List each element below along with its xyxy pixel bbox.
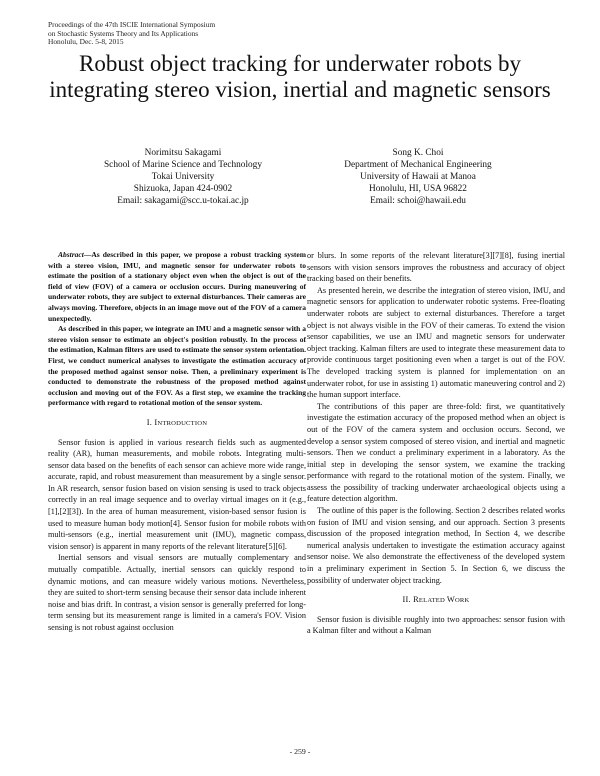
right-column	[307, 250, 565, 637]
proceedings-line: Honolulu, Dec. 5-8, 2015	[48, 37, 124, 47]
abstract-paragraph-2: As described in this paper, we integrate an IMU and a magnetic sensor with a stereo vision sensor to estimate an object's position robustly. In the process of the estimation, Kalman filters are used to estimate the sensor system orientation. First, we conduct numerical analyses to investigate the estimation accuracy of the proposed method against sensor noise. Then, a preliminary experiment is conducted to demonstrate the robustness of the proposed method against occlusion and moving out of the FOV. As a first step, we examine the tracking performance with regard to rotational motion of the sensor system.	[48, 324, 306, 408]
intro-paragraph-3: As presented herein, we describe the integration of stereo vision, IMU, and magnetic sensors for application to underwater robotic systems. Free-floating underwater robots are subject to external disturbances. Therefore a target object is not always visible in the FOV of their cameras. To extend the vision sensor capabilities, we use an IMU and magnetic sensors for underwater object tracking. Kalman filters are used to integrate these measurement data to provide continuous target positioning even when a target is out of the FOV. The developed tracking system is planned for implementation on an underwater robot, for use in assisting 1) automatic maneuvering control and 2) the human support interface.	[307, 285, 565, 400]
section-heading-introduction	[48, 417, 306, 430]
abstract-label: Abstract	[58, 250, 84, 259]
section-heading-related-work	[307, 594, 565, 607]
author-name: Norimitsu Sakagami	[144, 148, 222, 158]
author-block-choi	[298, 147, 538, 207]
author-org: University of Hawaii at Manoa	[360, 172, 476, 182]
section-initial-2: W	[446, 595, 455, 605]
intro-paragraph-5: The outline of this paper is the following. Section 2 describes related works on fusion of IMU and vision sensing, and our approach. Section 3 presents discussion of the proposed integration method, In Section 4, we describe numerical analysis undertaken to investigate the estimation accuracy against sensor noise. We also demonstrate the effectiveness of the developed system in a preliminary experiment in Section 5. In Section 6, we discuss the possibility of underwater object tracking.	[307, 506, 565, 585]
section-initial: R	[413, 595, 419, 605]
section-number: I.	[146, 417, 155, 427]
author-name: Song K. Choi	[392, 148, 444, 158]
author-block-sakagami	[63, 147, 303, 207]
author-email: Email: schoi@hawaii.edu	[370, 196, 466, 206]
author-email: Email: sakagami@scc.u-tokai.ac.jp	[117, 196, 249, 206]
intro-paragraph-2: Inertial sensors and visual sensors are mutually complementary and mutually compatible. Actually, inertial sensors can quickly respond to dynamic motions, and can measure widely various motions. Nevertheless, they are suited to short-term sensing because their sensor data include inherent noise and bias drift. In contrast, a vision sensor is generally preferred for long-term sensing but its measurement range is limited in a camera's FOV. Vision sensing is not robust against occlusion	[48, 553, 306, 632]
proceedings-line: on Stochastic Systems Theory and Its Applications	[48, 28, 199, 38]
intro-paragraph-1: Sensor fusion is applied in various research fields such as augmented reality (AR), human measurements, and mobile robots. Integrating multi-sensor data based on the benefits of each sensor can achieve more wide range, accurate, rapid, and robust measurement than measurement by a single sensor. In AR research, sensor fusion based on vision sensing is used to track objects correctly in an real image sequence and to overlay virtual images on it (e.g., [1],[2][3]). In the area of human measurement, vision-based sensor fusion is used to measure human body motion[4]. Sensor fusion for mobile robots with multi-sensors (e.g., inertial measurement unit (IMU), magnetic compass, vision sensor) is apparent in many reports of the relevant literature[5][6].	[48, 437, 306, 551]
section-rest-2: ORK	[454, 597, 470, 605]
section-rest: NTRODUCTION	[157, 419, 208, 427]
proceedings-line: Proceedings of the 47th ISCIE International Symposium	[48, 20, 216, 29]
page-number: - 259 -	[289, 747, 311, 756]
proceedings-header	[48, 21, 215, 47]
section-rest: ELATED	[418, 597, 447, 605]
left-column	[48, 250, 306, 634]
abstract	[48, 250, 306, 409]
author-dept: Department of Mechanical Engineering	[344, 160, 492, 170]
related-paragraph-1: Sensor fusion is divisible roughly into two approaches: sensor fusion with a Kalman filter and without a Kalman	[307, 614, 565, 636]
abstract-text-1: —As described in this paper, we propose a robust tracking system with a stereo vision, IMU, and magnetic sensor for underwater robots to estimate the position of a stationary object even when the object is out of the field of view (FOV) of a camera or occlusion occurs. During maneuvering of underwater robots, they are subject to external disturbances. Their cameras are always moving. Therefore, objects in an image move out of the FOV of a camera unexpectedly.	[48, 250, 306, 323]
section-initial: I	[154, 417, 158, 427]
author-dept: School of Marine Science and Technology	[104, 160, 262, 170]
author-org: Tokai University	[151, 172, 215, 182]
abstract-paragraph-1	[48, 250, 306, 324]
section-number: II.	[402, 595, 414, 605]
paper-title: Robust object tracking for underwater robots by integrating stereo vision, inertial and magnetic sensors	[49, 51, 551, 102]
author-address: Honolulu, HI, USA 96822	[369, 184, 467, 194]
author-address: Shizuoka, Japan 424-0902	[133, 184, 233, 194]
intro-paragraph-4: The contributions of this paper are three-fold: first, we quantitatively investigate the estimation accuracy of the proposed method when an object is out of the FOV of the camera system and occlusion occurs. Second, we develop a sensor system composed of stereo vision, and inertial and magnetic sensors. Then we conduct a preliminary experiment in a laboratory. As the initial step in developing the sensor system, we examine the tracking performance with regard to the rotational motion of the system. Finally, we assess the possibility of tracking underwater archaeological objects using a feature detection algorithm.	[307, 401, 565, 504]
intro-paragraph-2-cont: or blurs. In some reports of the relevant literature[3][7][8], fusing inertial sensors with vision sensors improves the robustness and accuracy of object tracking based on their benefits.	[307, 251, 565, 284]
